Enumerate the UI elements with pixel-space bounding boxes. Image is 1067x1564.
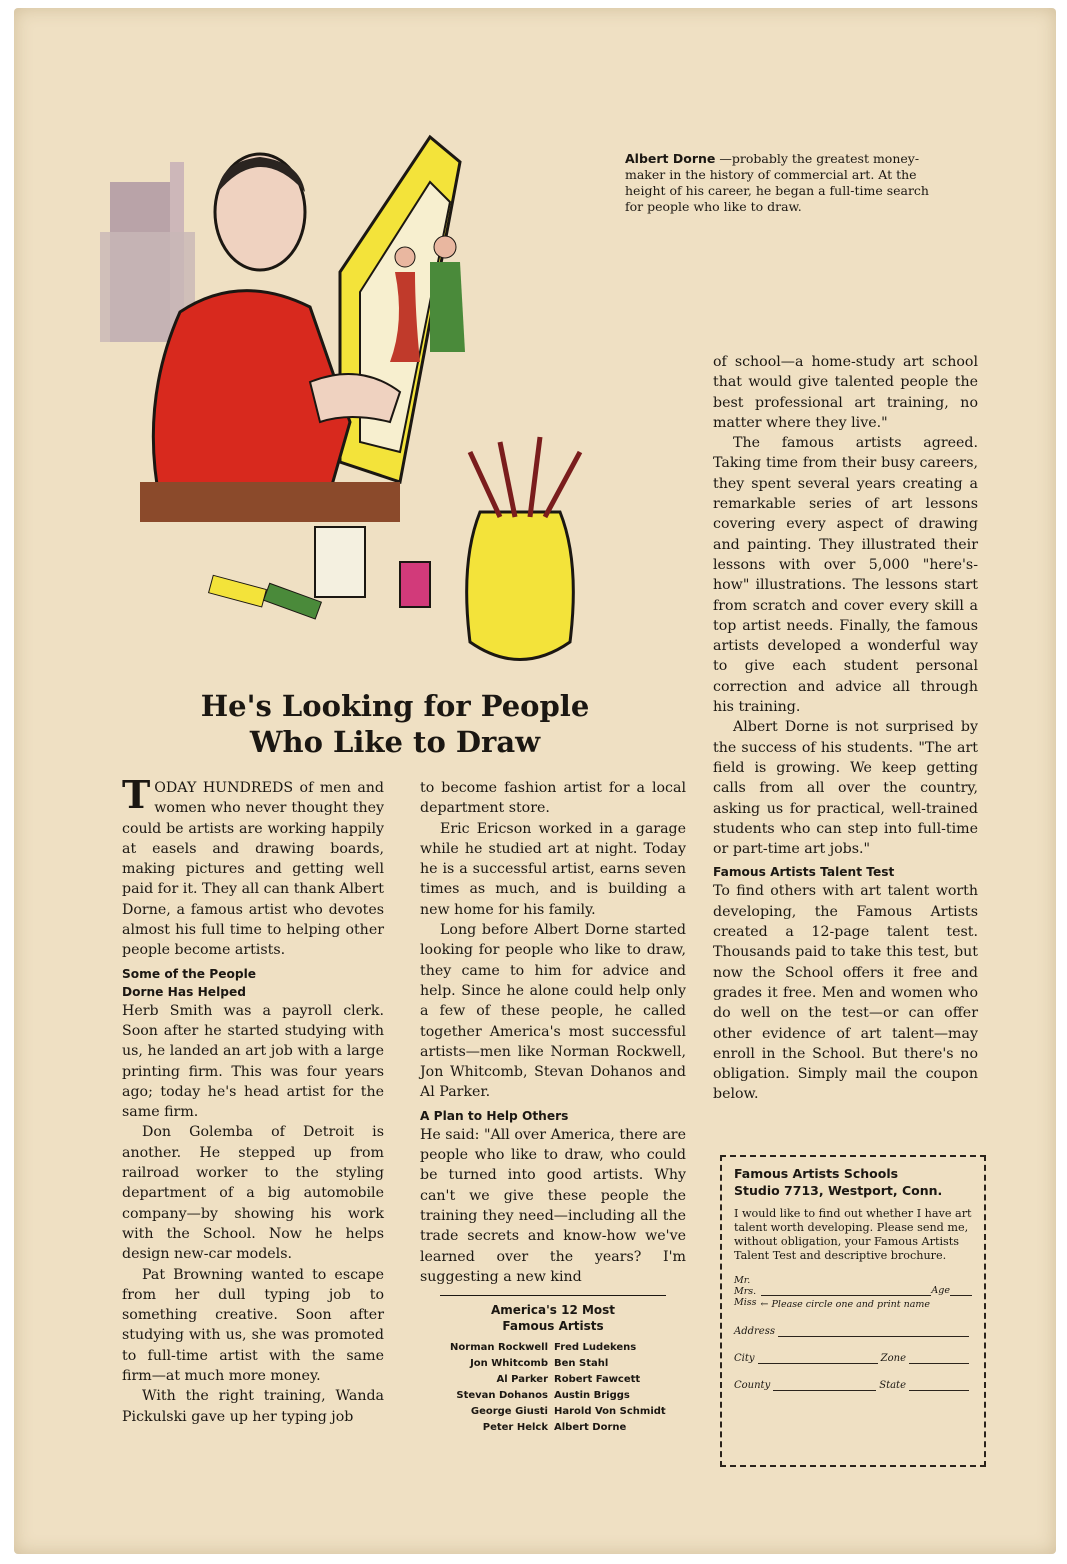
paragraph-long-before: Long before Albert Dorne started looking for people who like to draw, they came to him for advice and help. Since he alone could help only a few of these people, he called together America's most successful artists—men like Norman Rockwell, Jon Whitcomb, Stevan Dohanos and Al Parker. [420, 922, 686, 1101]
paragraph-fashion-artist: to become fashion artist for a local department store. [420, 780, 686, 817]
ink-bottle [400, 562, 430, 607]
paragraph-don-golemba: Don Golemba of Detroit is another. He stepped up from railroad worker to the styling department of a big automobile company—by showing his work with the School. Now he helps design new-car models. [122, 1124, 384, 1263]
state-line[interactable] [909, 1378, 969, 1391]
paint-tube [209, 575, 267, 607]
address-line[interactable] [778, 1324, 969, 1337]
article-column-2 [420, 778, 686, 1436]
age-line[interactable] [950, 1275, 972, 1296]
circle-note: ← Please circle one and print name [760, 1299, 931, 1310]
subhead-line-2: Dorne Has Helped [122, 984, 246, 999]
name-line-area[interactable] [761, 1275, 972, 1310]
title-options[interactable] [734, 1275, 757, 1310]
figure-man-head [434, 236, 456, 258]
subhead-talent-test: Famous Artists Talent Test [713, 865, 895, 880]
paragraph-herb-smith: Herb Smith was a payroll clerk. Soon after he started studying with us, he landed an art job with a large printing firm. This was four years ago; today he's head artist for the same firm. [122, 1002, 384, 1121]
artist-row [420, 1404, 666, 1420]
subhead-plan: A Plan to Help Others [420, 1108, 569, 1123]
coupon-request-text: I would like to find out whether I have art talent worth developing. Please send me, without obligation, your Famous Artists Talent Test and descriptive brochure. [734, 1207, 972, 1262]
age-label: Age [931, 1285, 950, 1296]
illustration-caption [625, 151, 945, 215]
subhead-line-1: Some of the People [122, 966, 257, 981]
coupon-address: Studio 7713, Westport, Conn. [734, 1183, 943, 1198]
mail-coupon[interactable] [720, 1155, 986, 1467]
page-headline [150, 688, 640, 760]
famous-artists-title-2: Famous Artists [502, 1319, 604, 1334]
caption-text: —probably the greatest money-maker in the history of commercial art. At the height of his career, he began a full-time search for people who like to draw. [625, 151, 929, 214]
artist-name: Peter Helck [482, 1422, 548, 1434]
paragraph-wanda-pickulski: With the right training, Wanda Pickulski gave up her typing job [122, 1388, 384, 1425]
albert-dorne-illustration [100, 122, 620, 682]
brush-pot [467, 512, 574, 660]
artist-name: Al Parker [496, 1374, 548, 1386]
paragraph-he-said: He said: "All over America, there are people who like to draw, who could be turned into good artists. Why can't we give these people the training they need—including all the trade secrets and know-how we've learned over the years? I'm suggesting a new kind [420, 1126, 686, 1285]
desk [140, 482, 400, 522]
artist-row [420, 1340, 666, 1356]
famous-artists-title-1: America's 12 Most [490, 1303, 616, 1318]
county-label: County [734, 1380, 771, 1391]
artist-name: Stevan Dohanos [456, 1390, 548, 1402]
zone-line[interactable] [909, 1351, 969, 1364]
drop-cap: T [122, 772, 151, 817]
paragraph-not-surprised: Albert Dorne is not surprised by the success of his students. "The art field is growing. We keep getting calls from all over the country, asking us for practical, well-trained students who can step into full-time or part-time art jobs." [713, 719, 978, 858]
artist-name: Albert Dorne [554, 1422, 627, 1434]
coupon-name-field[interactable] [734, 1275, 972, 1310]
artist-name: Ben Stahl [554, 1358, 609, 1370]
subhead-people-helped [122, 965, 384, 1001]
headline-line-2: Who Like to Draw [249, 725, 541, 759]
paragraph-pat-browning: Pat Browning wanted to escape from her dull typing job to something creative. Soon after studying with us, she was promoted to full-time artist with the same firm—at much more money. [122, 1266, 384, 1385]
address-field[interactable] [734, 1324, 972, 1337]
figure-woman-head [395, 247, 415, 267]
artist-row [420, 1372, 666, 1388]
address-label: Address [734, 1326, 775, 1337]
zone-label: Zone [880, 1353, 906, 1364]
artist-name: Jon Whitcomb [470, 1358, 548, 1370]
brushes [470, 437, 580, 517]
headline-line-1: He's Looking for People [200, 689, 590, 723]
caption-name: Albert Dorne [625, 151, 716, 166]
city-zone-field[interactable] [734, 1351, 972, 1364]
county-state-field[interactable] [734, 1378, 972, 1391]
artist-name: Fred Ludekens [554, 1342, 637, 1354]
intro-paragraph: ODAY HUNDREDS of men and women who never thought they could be artists are working happily at easels and drawing boards, making pictures and getting well paid for it. They all can thank Albert Dorne, a famous artist who devotes almost his full time to helping other people become artists. [122, 780, 384, 959]
artist-name: Norman Rockwell [450, 1342, 548, 1354]
name-line[interactable] [761, 1275, 932, 1296]
city-label: City [734, 1353, 755, 1364]
famous-artists-list [420, 1340, 666, 1436]
title-mr[interactable]: Mr. [734, 1275, 751, 1286]
circle-note-text: Please circle one and print name [771, 1299, 931, 1310]
title-mrs[interactable]: Mrs. [734, 1286, 757, 1297]
coupon-school-name: Famous Artists Schools [734, 1166, 899, 1181]
paragraph-eric-ericson: Eric Ericson worked in a garage while he studied art at night. Today he is a successful artist, earns seven times as much, and is building a new home for his family. [420, 820, 686, 918]
artist-row [420, 1420, 666, 1436]
artist-name: Austin Briggs [554, 1390, 630, 1402]
article-column-1 [122, 772, 384, 1427]
paragraph-artists-agreed: The famous artists agreed. Taking time from their busy careers, they spent several years creating a remarkable series of art lessons covering every aspect of drawing and painting. They illustrated their lessons with over 5,000 "here's-how" illustrations. The lessons start from scratch and cover every skill a top artist needs. Finally, the famous artists developed a wonderful way to give each student personal correction and advice all through his training. [713, 435, 978, 716]
paint-jar [315, 527, 365, 597]
artist-row [420, 1388, 666, 1404]
artist-name: George Giusti [470, 1406, 548, 1418]
artist-name: Harold Von Schmidt [554, 1406, 666, 1418]
county-line[interactable] [773, 1378, 876, 1391]
article-column-3 [713, 352, 978, 1105]
title-miss[interactable]: Miss [734, 1297, 757, 1308]
famous-artists-box [440, 1295, 666, 1436]
paint-tube [264, 583, 322, 619]
artist-name: Robert Fawcett [554, 1374, 641, 1386]
city-line[interactable] [758, 1351, 878, 1364]
artist-row [420, 1356, 666, 1372]
paragraph-home-study: of school—a home-study art school that would give talented people the best professional art training, no matter where they live." [713, 354, 978, 431]
figure-man-overalls [430, 262, 465, 352]
state-label: State [879, 1380, 906, 1391]
paragraph-talent-test: To find others with art talent worth developing, the Famous Artists created a 12-page talent test. Thousands paid to take this test, but now the School offers it free and grades it free. Men and women who do well on the test—or can offer other evidence of art talent—may enroll in the School. But there's no obligation. Simply mail the coupon below. [713, 883, 978, 1103]
